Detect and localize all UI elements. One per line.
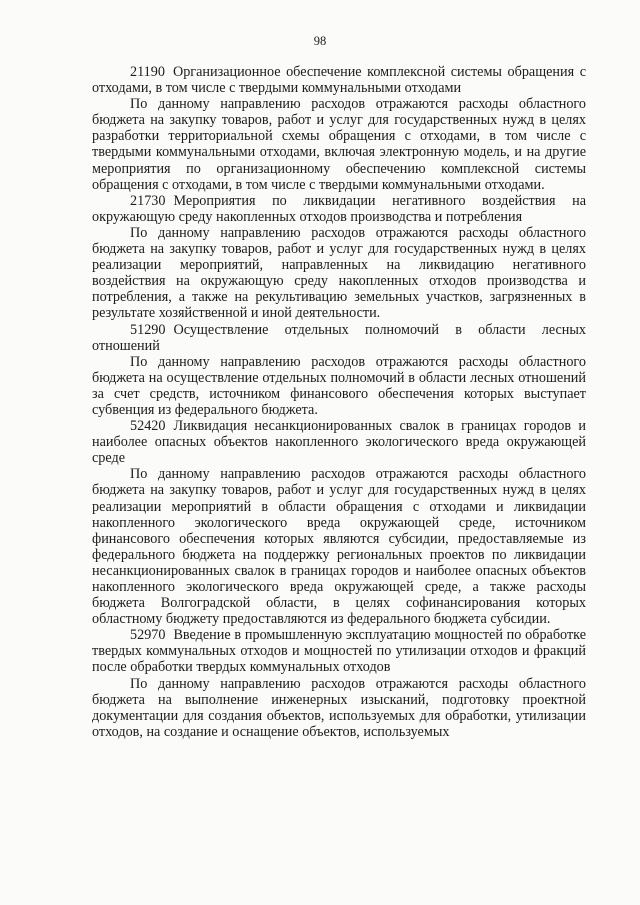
section-heading-51290 [92,322,586,354]
section-heading-52420 [92,418,586,466]
budget-code: 52420 [130,418,166,435]
paragraph: По данному направлению расходов отражаются расходы областного бюджета на закупку товаров, работ и услуг для государственных нужд в целях разработки территориальной схемы обращения с отходами, в том числе с твердыми коммунальными отходами, включая электронную модель, и на другие мероприятия по организационному обеспечению комплексной системы обращения с отходами, в том числе с твердыми коммунальными отходами. [92,96,586,193]
budget-code: 52970 [130,627,166,644]
section-title: Ликвидация несанкционированных свалок в границах городов и наиболее опасных объектов накопленного экологического вреда окружающей среде [92,418,586,467]
page-number: 98 [313,34,327,48]
section-title: Осуществление отдельных полномочий в области лесных отношений [92,321,586,354]
section-title: Организационное обеспечение комплексной системы обращения с отходами, в том числе с твердыми коммунальными отходами [92,64,586,97]
budget-code: 21730 [130,192,166,209]
budget-code: 21190 [130,64,165,80]
paragraph: По данному направлению расходов отражаются расходы областного бюджета на закупку товаров, работ и услуг для государственных нужд в целях реализации мероприятий в области обращения с отходами и ликвидации накопленного экологического вреда окружающей среде, источником финансового обеспечения которых являются субсидии, предоставляемые из федерального бюджета на поддержку региональных проектов по ликвидации несанкционированных свалок в границах городов и наиболее опасных объектов накопленного экологического вреда окружающей среде, а также расходы бюджета Волгоградской области, в целях софинансирования которых областному бюджету предоставляются из федерального бюджета субсидии. [92,466,586,628]
document-body [92,64,586,740]
paragraph: По данному направлению расходов отражаются расходы областного бюджета на выполнение инженерных изысканий, подготовку проектной документации для создания объектов, используемых для обработки, утилизации отходов, на создание и оснащение объектов, используемых [92,675,586,740]
section-heading-21730 [92,193,586,225]
section-title: Мероприятия по ликвидации негативного воздействия на окружающую среду накопленных отходов производства и потребления [92,192,586,225]
budget-code: 51290 [130,321,166,338]
paragraph: По данному направлению расходов отражаются расходы областного бюджета на осуществление отдельных полномочий в области лесных отношений за счет средств, источником финансового обеспечения которых выступает субвенция из федерального бюджета. [92,353,586,418]
section-heading-21190 [92,64,586,96]
paragraph: По данному направлению расходов отражаются расходы областного бюджета на закупку товаров, работ и услуг для государственных нужд в целях реализации мероприятий, направленных на ликвидацию негативного воздействия на окружающую среду накопленных отходов производства и потребления, а также на рекультивацию земельных участков, загрязненных в результате хозяйственной и иной деятельности. [92,224,586,322]
section-heading-52970 [92,627,586,675]
section-title: Введение в промышленную эксплуатацию мощностей по обработке твердых коммунальных отходов и мощностей по утилизации отходов и фракций после обработки твердых коммунальных отходов [92,627,586,676]
